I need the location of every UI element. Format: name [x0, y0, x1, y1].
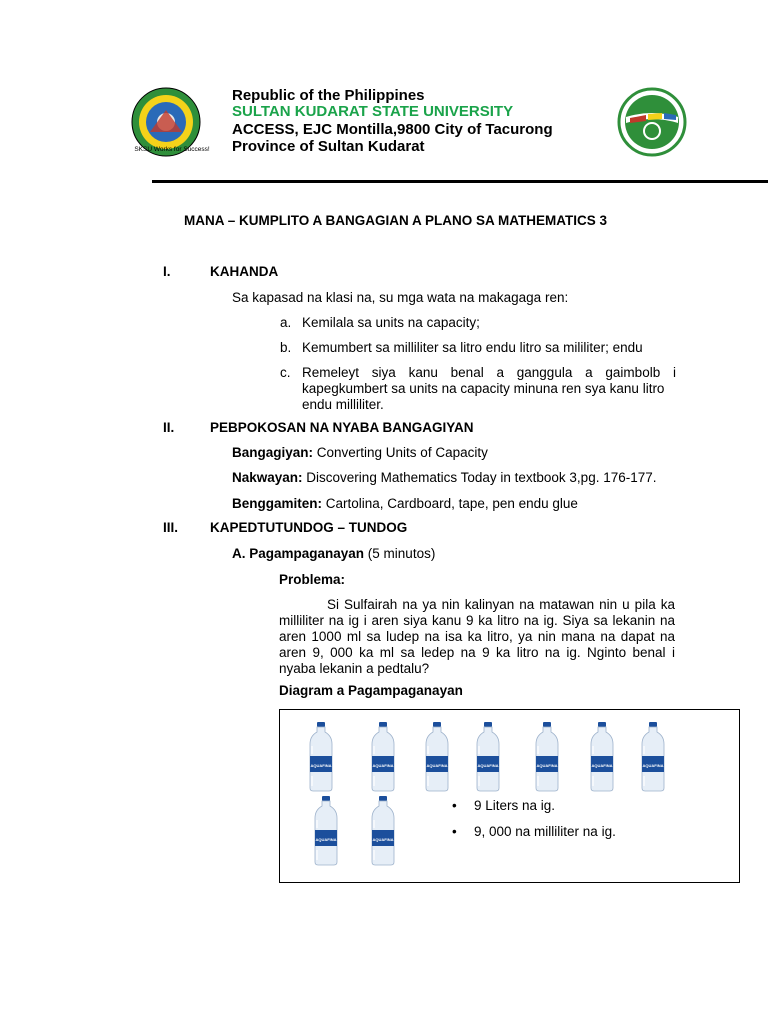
benggamiten-label: Benggamiten:: [232, 496, 323, 511]
section-2-heading: PEBPOKOSAN NA NYABA BANGAGIYAN: [210, 420, 474, 435]
item-c-text: [302, 365, 676, 413]
nakwayan-label: Nakwayan:: [232, 470, 303, 485]
document-title: MANA – KUMPLITO A BANGAGIAN A PLANO SA MATHEMATICS 3: [184, 213, 607, 228]
diagram-box: [279, 709, 740, 883]
water-bottle-image: [475, 722, 501, 792]
problem-line-5: nyaba lekanin a pedtalu?: [279, 661, 430, 676]
item-b-letter: b.: [280, 340, 292, 355]
access-logo: [616, 87, 688, 157]
section-2-number: II.: [163, 420, 175, 435]
water-bottle-image: [370, 796, 396, 866]
sub-a-time: (5 minutos): [364, 546, 436, 561]
bullet-dot: •: [452, 798, 457, 813]
water-bottle-image: [313, 796, 339, 866]
water-bottle-image: [370, 722, 396, 792]
bangagiyan-value: Converting Units of Capacity: [313, 445, 488, 460]
water-bottle-image: [589, 722, 615, 792]
item-b-text: Kemumbert sa milliliter sa litro endu litro sa mililiter; endu: [302, 340, 643, 355]
benggamiten-row: [232, 496, 578, 512]
sub-a-label: A. Pagampaganayan: [232, 546, 365, 561]
svg-text:AQUAFINA: AQUAFINA: [642, 763, 664, 768]
water-bottle-image: [308, 722, 334, 792]
water-bottle-image: [424, 722, 450, 792]
university-name: SULTAN KUDARAT STATE UNIVERSITY: [232, 103, 514, 120]
section-3-heading: KAPEDTUTUNDOG – TUNDOG: [210, 520, 408, 535]
section-1-heading: KAHANDA: [210, 264, 279, 279]
problem-line-1: Si Sulfairah na ya nin kalinyan na matawan nin u pila ka: [327, 597, 675, 612]
item-a-letter: a.: [280, 315, 292, 330]
section-1-number: I.: [163, 264, 171, 279]
svg-text:AQUAFINA: AQUAFINA: [372, 837, 394, 842]
svg-text:AQUAFINA: AQUAFINA: [477, 763, 499, 768]
problem-line-4: aren 9, 000 ka ml sa ledep na 9 ka litro na ig. Nginto benal i: [279, 645, 675, 660]
nakwayan-value: Discovering Mathematics Today in textbook 3,pg. 176-177.: [302, 470, 657, 485]
problem-line-3: aren 1000 ml sa ludep na isa ka litro, ya nin mana na dapat na: [279, 629, 675, 644]
svg-text:AQUAFINA: AQUAFINA: [315, 837, 337, 842]
svg-text:AQUAFINA: AQUAFINA: [372, 763, 394, 768]
svg-text:AQUAFINA: AQUAFINA: [426, 763, 448, 768]
item-c-letter: c.: [280, 365, 291, 380]
nakwayan-row: [232, 470, 657, 486]
item-c-line-3: endu milliliter.: [302, 397, 384, 412]
seal-caption: SKSU Works for Success!: [134, 146, 210, 153]
bangagiyan-row: [232, 445, 488, 461]
svg-text:AQUAFINA: AQUAFINA: [310, 763, 332, 768]
section-3-number: III.: [163, 520, 179, 535]
problem-line-2: milliliter na ig i aren siya kanu 9 ka litro na ig. Siya sa lekanin na: [279, 613, 675, 628]
header-divider: [152, 180, 768, 183]
problem-heading: Problema:: [279, 572, 346, 587]
bullet-milliliters-text: 9, 000 na milliliter na ig.: [474, 824, 616, 839]
province-line: Province of Sultan Kudarat: [232, 138, 425, 155]
benggamiten-value: Cartolina, Cardboard, tape, pen endu glue: [322, 496, 578, 511]
bullet-liters-text: 9 Liters na ig.: [474, 798, 556, 813]
diagram-heading: Diagram a Pagampaganayan: [279, 683, 463, 698]
svg-text:AQUAFINA: AQUAFINA: [536, 763, 558, 768]
item-c-line-2: kapegkumbert sa units na capacity minuna ren sya kanu litro: [302, 381, 665, 396]
svg-text:AQUAFINA: AQUAFINA: [591, 763, 613, 768]
republic-line: Republic of the Philippines: [232, 87, 425, 104]
item-c-line-1: Remeleyt siya kanu benal a ganggula a gaimbolb i: [302, 365, 676, 380]
section-1-intro: Sa kapasad na klasi na, su mga wata na makagaga ren:: [232, 290, 569, 305]
address-line: ACCESS, EJC Montilla,9800 City of Tacurong: [232, 121, 553, 138]
water-bottle-image: [640, 722, 666, 792]
sub-a-row: [232, 546, 435, 562]
bullet-dot: •: [452, 824, 457, 839]
water-bottle-image: [534, 722, 560, 792]
problem-paragraph: [279, 597, 675, 677]
bangagiyan-label: Bangagiyan:: [232, 445, 314, 460]
item-a-text: Kemilala sa units na capacity;: [302, 315, 480, 330]
